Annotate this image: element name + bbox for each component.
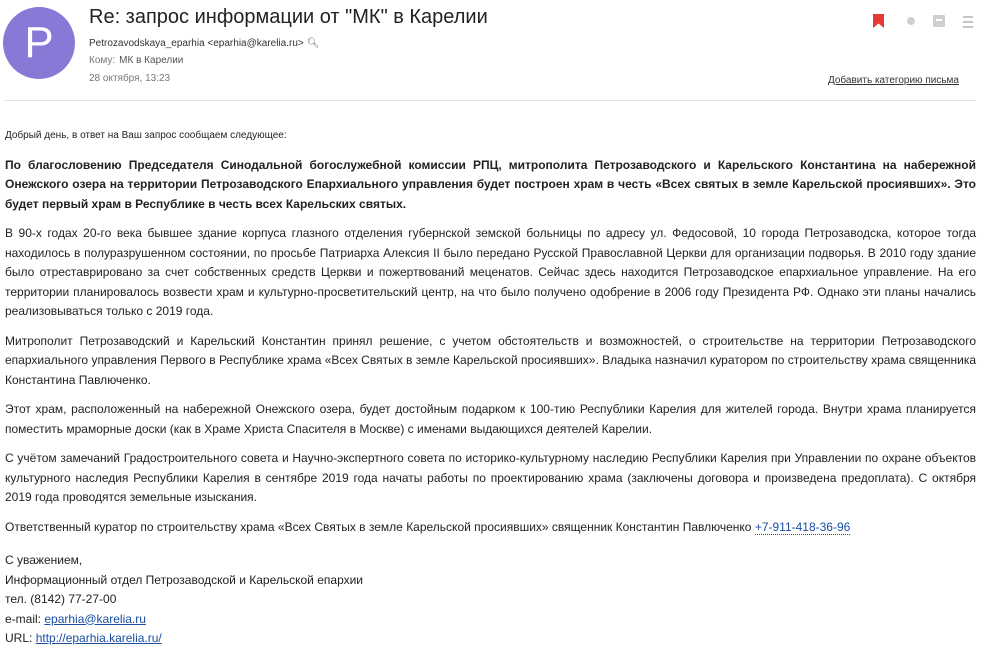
sig-email-link[interactable]: eparhia@karelia.ru [44,611,146,626]
sig-regards: С уважением, [5,553,83,567]
sig-url-label: URL: [5,631,36,645]
message-date: 28 октября, 13:23 [89,73,171,84]
curator-phone-link[interactable]: +7-911-418-36-96 [754,519,851,534]
sig-url-link[interactable]: http://eparhia.karelia.ru/ [35,631,162,645]
sender-avatar[interactable]: P [3,7,75,79]
add-category-link[interactable]: Добавить категорию письма [827,75,959,86]
search-icon[interactable]: 🔍︎ [306,38,320,49]
to-label: Кому: [89,55,116,66]
paragraph-lead: По благословению Председателя Синодальной богослужебной комиссии РПЦ, митрополита Петрозаводского и Карельского Константина на набережной Онежского озера на территории Петрозаводского Епархиального управления будет построен храм в честь «Всех святых в земле Карельской просиявших». Это будет первый храм в Республике в честь всех Карельских святых. [5,157,976,211]
message-body [5,126,976,659]
greeting-text: Добрый день, в ответ на Ваш запрос сообщаем следующее: [5,130,287,141]
message-header [0,0,988,100]
curator-text: Ответственный куратор по строительству храма «Всех Святых в земле Карельской просиявших» священник Константин Павлюченко [5,519,755,534]
archive-icon[interactable] [933,15,945,27]
sig-tel: тел. (8142) 77-27-00 [5,592,117,606]
sender-address[interactable]: Petrozavodskaya_eparhia <eparhia@karelia.ru> [89,38,304,49]
paragraph-curator [5,518,976,538]
sender-line [89,38,319,49]
signature [5,551,976,649]
header-divider [4,100,976,101]
paragraph-history: В 90-х годах 20-го века бывшее здание корпуса глазного отделения губернской земской больницы по адресу ул. Федосовой, 10 города Петрозаводска, которое тогда находилось в полуразрушенном состоянии, по просьбе Патриарха Алексия II было передано Русской Православной Церкви для организации подворья. В 2010 году здание было отреставрировано за счет собственных средств Церкви и пожертвований меценатов. Сейчас здесь находится Петрозаводское епархиальное управление. На его территории планировалось возвести храм и культурно-просветительский центр, на что было получено одобрение в 2006 году Президента РФ. Однако эти планы начались реализовываться только с 2019 года. [5,226,976,318]
menu-icon[interactable] [963,16,973,31]
paragraph-design: С учётом замечаний Градостроительного совета и Научно-экспертного совета по историко-культурному наследию Республики Карелия при Управлении по охране объектов культурного наследия Республики Карелия в сентябре 2019 года начаты работы по проектированию храма (заключены договора и произведена предоплата). С октября 2019 года проводятся земельные изыскания. [5,451,976,504]
recipient-line [89,55,183,66]
recipient-name[interactable]: МК в Карелии [119,55,184,66]
sig-email-label: e-mail: [5,611,45,626]
paragraph-decision: Митрополит Петрозаводский и Карельский Константин принял решение, с учетом обстоятельств и возможностей, о строительстве на территории Петрозаводского епархиального управления Первого в Республике храма «Всех Святых в земле Карельской просиявших». Владыка назначил куратором по строительству храма священника Константина Павлюченко. [5,333,977,387]
bookmark-flag-icon[interactable] [873,14,884,28]
paragraph-gift: Этот храм, расположенный на набережной Онежского озера, будет достойным подарком к 100-тию Республики Карелия для жителей города. Внутри храма планируется поместить мраморные доски (как в Храме Христа Спасителя в Москве) с именами выдающихся деятелей Карелии. [5,402,976,436]
sig-dept: Информационный отдел Петрозаводской и Карельской епархии [5,572,364,587]
unread-dot-icon[interactable] [907,17,915,25]
message-subject: Re: запрос информации от "МК" в Карелии [89,6,488,28]
